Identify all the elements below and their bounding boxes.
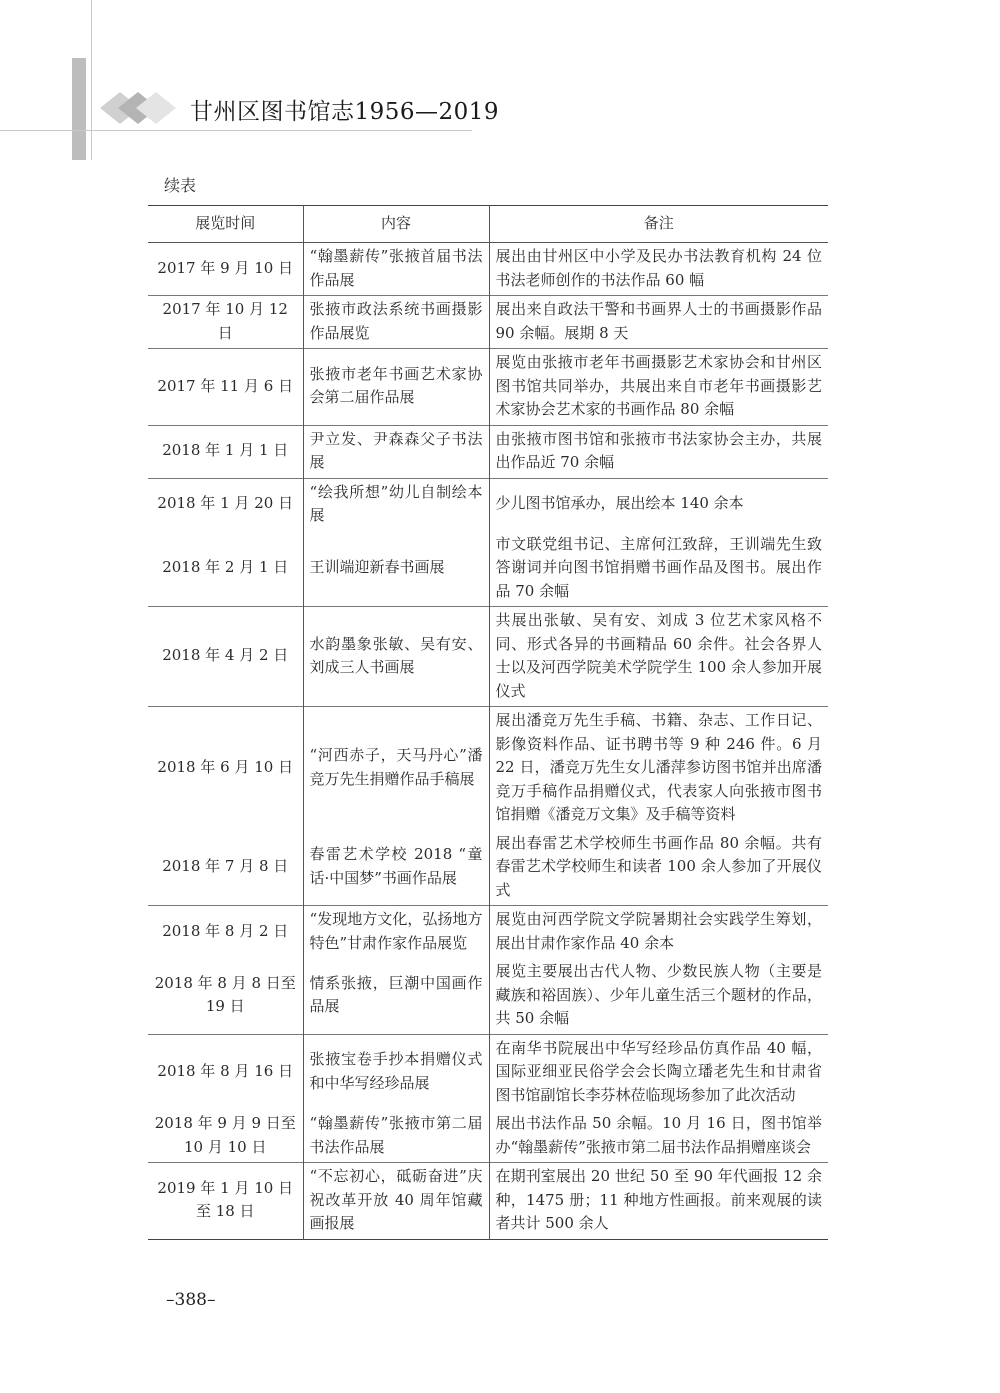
column-header-content: 内容 [303,206,489,243]
date-cell: 2019 年 1 月 10 日至 18 日 [148,1163,303,1240]
content-cell: 张掖市老年书画艺术家协会第二届作品展 [303,349,489,426]
note-cell: 展览由张掖市老年书画摄影艺术家协会和甘州区图书馆共同举办，共展出来自市老年书画摄影艺术家协会艺术家的书画作品 80 余幅 [489,349,828,426]
note-cell: 展览由河西学院文学院暑期社会实践学生筹划，展出甘肃作家作品 40 余本 [489,906,828,959]
note-cell: 展出潘竞万先生手稿、书籍、杂志、工作日记、影像资料作品、证书聘书等 9 种 246 件。6 月 22 日，潘竞万先生女儿潘萍参访图书馆并出席潘竞万手稿作品捐赠仪式，代表家人向张掖市图书馆捐赠《潘竞万文集》及手稿等资料 [489,707,828,830]
diamond-ornament-icon [100,88,180,128]
table-row [148,830,828,906]
header-horizontal-rule [0,130,472,131]
content-cell: 情系张掖，巨潮中国画作品展 [303,958,489,1034]
table-row [148,906,828,959]
content-cell: “绘我所想”幼儿自制绘本展 [303,478,489,531]
content-cell: 张掖市政法系统书画摄影作品展览 [303,296,489,349]
content-cell: “不忘初心，砥砺奋进”庆祝改革开放 40 周年馆藏画报展 [303,1163,489,1240]
date-cell: 2017 年 11 月 6 日 [148,349,303,426]
note-cell: 少儿图书馆承办，展出绘本 140 余本 [489,478,828,531]
book-title: 甘州区图书馆志1956—2019 [190,99,500,125]
content-cell: 尹立发、尹森森父子书法展 [303,425,489,478]
content-cell: 水韵墨象张敏、吴有安、刘成三人书画展 [303,607,489,707]
date-cell: 2018 年 7 月 8 日 [162,857,289,875]
column-header-date: 展览时间 [148,206,303,243]
note-cell: 在期刊室展出 20 世纪 50 至 90 年代画报 12 余种，1475 册；11 种地方性画报。前来观展的读者共计 500 余人 [489,1163,828,1240]
table-row [148,1110,828,1163]
note-cell: 展出春雷艺术学校师生书画作品 80 余幅。共有春雷艺术学校师生和读者 100 余人参加了开展仪式 [489,830,828,906]
table-row [148,425,828,478]
content-cell: 王训端迎新春书画展 [303,531,489,607]
column-header-note: 备注 [489,206,828,243]
date-cell: 2018 年 8 月 8 日至 19 日 [154,973,296,1016]
content-cell: “发现地方文化，弘扬地方特色”甘肃作家作品展览 [303,906,489,959]
content-cell: 张掖宝卷手抄本捐赠仪式和中华写经珍品展 [303,1034,489,1110]
date-cell: 2018 年 2 月 1 日 [162,558,289,576]
header-vertical-rule [91,0,92,160]
table-row [148,1034,828,1110]
page-number: –388– [166,1290,216,1310]
date-cell: 2018 年 6 月 10 日 [148,707,303,830]
content-cell: “翰墨薪传”张掖市第二届书法作品展 [303,1110,489,1163]
table-row [148,243,828,296]
table-row [148,707,828,830]
table-caption: 续表 [164,176,197,195]
date-cell: 2017 年 9 月 10 日 [157,258,294,277]
date-cell: 2018 年 8 月 2 日 [148,906,303,959]
date-cell: 2018 年 9 月 9 日至 10 月 10 日 [154,1114,296,1156]
note-cell: 市文联党组书记、主席何江致辞，王训端先生致答谢词并向图书馆捐赠书画作品及图书。展出作品 70 余幅 [489,531,828,607]
content-cell: “翰墨薪传”张掖首届书法作品展 [303,243,489,296]
note-cell: 展出来自政法干警和书画界人士的书画摄影作品 90 余幅。展期 8 天 [489,296,828,349]
table-row [148,478,828,531]
table-row [148,296,828,349]
table-row [148,1163,828,1240]
header-decor-bar [72,58,86,160]
date-cell: 2017 年 10 月 12 日 [148,296,303,349]
date-cell: 2018 年 8 月 16 日 [148,1034,303,1110]
note-cell: 展览主要展出古代人物、少数民族人物（主要是藏族和裕固族）、少年儿童生活三个题材的作品，共 50 余幅 [489,958,828,1034]
date-cell: 2018 年 1 月 20 日 [148,478,303,531]
date-cell: 2018 年 1 月 1 日 [148,425,303,478]
note-cell: 由张掖市图书馆和张掖市书法家协会主办，共展出作品近 70 余幅 [489,425,828,478]
note-cell: 展出书法作品 50 余幅。10 月 16 日，图书馆举办“翰墨薪传”张掖市第二届书法作品捐赠座谈会 [489,1110,828,1163]
table-row [148,349,828,426]
table-row [148,607,828,707]
note-cell: 在南华书院展出中华写经珍品仿真作品 40 幅，国际亚细亚民俗学会会长陶立璠老先生和甘肃省图书馆副馆长李芬林莅临现场参加了此次活动 [489,1034,828,1110]
exhibition-table [148,205,828,1240]
note-cell: 共展出张敏、吴有安、刘成 3 位艺术家风格不同、形式各异的书画精品 60 余件。社会各界人士以及河西学院美术学院学生 100 余人参加开展仪式 [489,607,828,707]
table-header-row [148,206,828,243]
table-row [148,958,828,1034]
content-cell: “河西赤子，天马丹心”潘竞万先生捐赠作品手稿展 [303,707,489,830]
note-cell: 展出由甘州区中小学及民办书法教育机构 24 位书法老师创作的书法作品 60 幅 [489,243,828,296]
content-cell: 春雷艺术学校 2018 “童话·中国梦”书画作品展 [303,830,489,906]
table-row [148,531,828,607]
date-cell: 2018 年 4 月 2 日 [148,607,303,707]
